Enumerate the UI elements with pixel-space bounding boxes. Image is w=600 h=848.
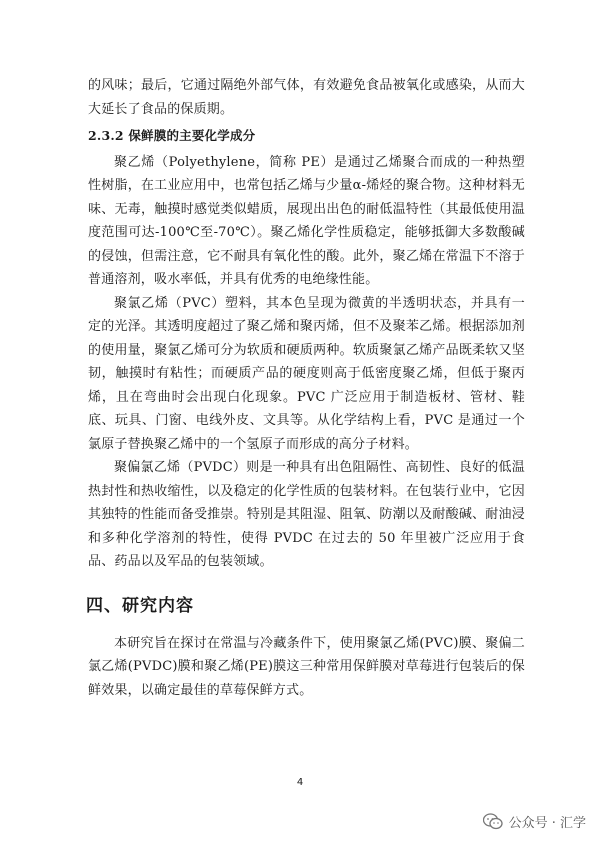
research-paragraph: 本研究旨在探讨在常温与冷藏条件下，使用聚氯乙烯(PVC)膜、聚偏二氯乙烯(PVDC)膜和聚乙烯(PE)膜这三种常用保鲜膜对草莓进行包装后的保鲜效果，以确定最佳的草莓保鲜方式。 (88, 635, 525, 698)
section-heading-research: 四、研究内容 (86, 595, 194, 616)
pvc-paragraph: 聚氯乙烯（PVC）塑料，其本色呈现为微黄的半透明状态，并具有一定的光泽。其透明度超过了聚乙烯和聚丙烯，但不及聚苯乙烯。根据添加剂的使用量，聚氯乙烯可分为软质和硬质两种。软质聚氯乙烯产品既柔软又坚韧，触摸时有粘性；而硬质产品的硬度则高于低密度聚乙烯，但低于聚丙烯，且在弯曲时会出现白化现象。PVC 广泛应用于制造板材、管材、鞋底、玩具、门窗、电线外皮、文具等。从化学结构上看，PVC 是通过一个氯原子替换聚乙烯中的一个氢原子而形成的高分子材料。 (88, 295, 525, 452)
page-number: 4 (296, 777, 304, 788)
pvdc-paragraph: 聚偏氯乙烯（PVDC）则是一种具有出色阻隔性、高韧性、良好的低温热封性和热收缩性，以及稳定的化学性质的包装材料。在包装行业中，它因其独特的性能而备受推崇。特别是其阻湿、阻氧、防潮以及耐酸碱、耐油浸和多种化学溶剂的特性，使得 PVDC 在过去的 50 年里被广泛应用于食品、药品以及军品的包装领域。 (88, 460, 525, 569)
intro-paragraph: 的风味；最后，它通过隔绝外部气体，有效避免食品被氧化或感染，从而大大延长了食品的保质期。 (88, 78, 525, 117)
watermark (483, 812, 586, 831)
pe-paragraph: 聚乙烯（Polyethylene，简称 PE）是通过乙烯聚合而成的一种热塑性树脂，在工业应用中，也常包括乙烯与少量α-烯烃的聚合物。这种材料无味、无毒，触摸时感觉类似蜡质，展现出出色的耐低温特性（其最低使用温度范围可达-100℃至-70℃）。聚乙烯化学性质稳定，能够抵御大多数酸碱的侵蚀，但需注意，它不耐具有氧化性的酸。此外，聚乙烯在常温下不溶于普通溶剂，吸水率低，并具有优秀的电绝缘性能。 (88, 154, 525, 287)
wechat-icon (483, 813, 503, 830)
watermark-text: 公众号 · 汇学 (508, 816, 586, 831)
document-body (88, 74, 525, 702)
section-heading-2-3-2: 2.3.2 保鲜膜的主要化学成分 (88, 128, 256, 143)
